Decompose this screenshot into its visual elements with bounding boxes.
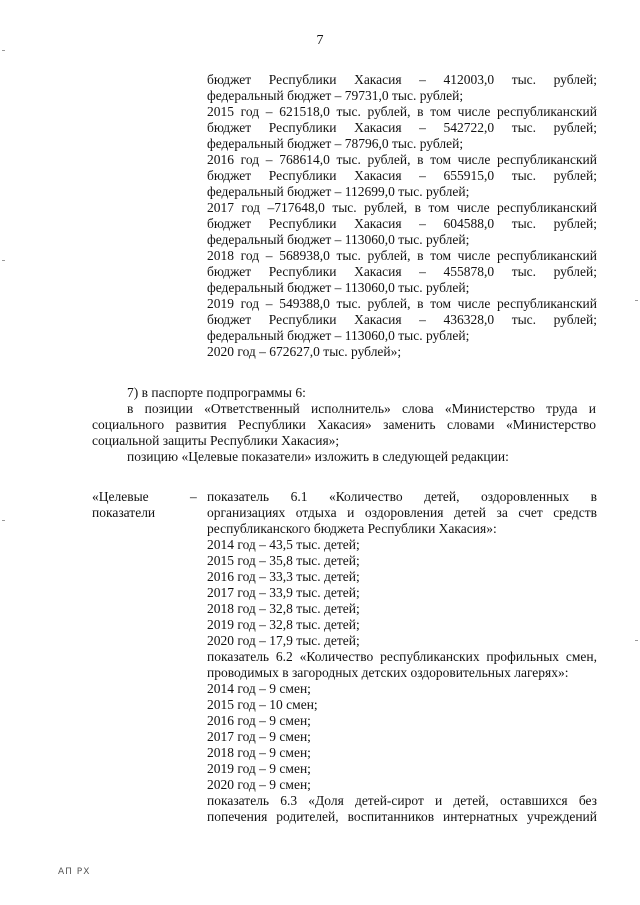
indicator-line: 2019 год – 9 смен; [207,761,311,776]
indicator-line: показатель 6.1 «Количество детей, оздоровленных в [207,489,597,504]
indicator-line: проводимых в загородных детских оздоровительных лагерях»: [207,665,569,680]
indicator-line: 2020 год – 17,9 тыс. детей; [207,633,360,648]
indicator-line: попечения родителей, воспитанников интернатных учреждений [207,809,597,824]
section-paragraph-line: в позиции «Ответственный исполнитель» слова «Министерство труда и [127,401,596,416]
margin-mark [2,520,5,521]
budget-line: 2017 год –717648,0 тыс. рублей, в том числе республиканский [207,200,597,215]
page-number: 7 [316,33,324,48]
budget-line: федеральный бюджет – 113060,0 тыс. рублей; [207,328,470,343]
indicator-line: показатель 6.3 «Доля детей-сирот и детей, оставшихся без [207,793,597,808]
indicator-line: организациях отдыха и оздоровления детей за счет средств [207,505,597,520]
indicator-line: показатель 6.2 «Количество республиканских профильных смен, [207,649,597,664]
budget-line: федеральный бюджет – 78796,0 тыс. рублей; [207,136,464,151]
section-paragraph-line: позицию «Целевые показатели» изложить в следующей редакции: [127,449,509,464]
indicator-line: республиканского бюджета Республики Хакасия»: [207,521,497,536]
budget-line: федеральный бюджет – 112699,0 тыс. рублей; [207,184,470,199]
indicator-line: 2016 год – 9 смен; [207,713,311,728]
budget-line: 2018 год – 568938,0 тыс. рублей, в том числе республиканский [207,248,597,263]
budget-line: бюджет Республики Хакасия – 455878,0 тыс. рублей; [207,264,597,279]
indicator-line: 2015 год – 10 смен; [207,697,318,712]
margin-mark [635,300,638,301]
budget-line: 2019 год – 549388,0 тыс. рублей, в том числе республиканский [207,296,597,311]
indicator-line: 2018 год – 9 смен; [207,745,311,760]
indicator-line: 2019 год – 32,8 тыс. детей; [207,617,360,632]
table-label: «Целевые [92,489,149,504]
indicator-line: 2014 год – 9 смен; [207,681,311,696]
indicator-line: 2020 год – 9 смен; [207,777,311,792]
indicator-line: 2016 год – 33,3 тыс. детей; [207,569,360,584]
indicator-line: 2015 год – 35,8 тыс. детей; [207,553,360,568]
budget-line: бюджет Республики Хакасия – 655915,0 тыс. рублей; [207,168,597,183]
budget-line: 2020 год – 672627,0 тыс. рублей»; [207,344,402,359]
section-heading: 7) в паспорте подпрограммы 6: [127,385,306,400]
budget-line: бюджет Республики Хакасия – 604588,0 тыс. рублей; [207,216,597,231]
margin-mark [635,640,638,641]
indicator-line: 2017 год – 33,9 тыс. детей; [207,585,360,600]
margin-mark [2,50,5,51]
table-dash: – [190,489,197,504]
footer-stamp: АП РХ [58,867,91,877]
indicator-line: 2018 год – 32,8 тыс. детей; [207,601,360,616]
budget-line: федеральный бюджет – 113060,0 тыс. рублей; [207,232,470,247]
section-paragraph-line: социального развития Республики Хакасия» заменить словами «Министерство [92,417,596,432]
budget-line: федеральный бюджет – 113060,0 тыс. рублей; [207,280,470,295]
budget-line: 2015 год – 621518,0 тыс. рублей, в том числе республиканский [207,104,597,119]
budget-line: бюджет Республики Хакасия – 542722,0 тыс. рублей; [207,120,597,135]
margin-mark [2,260,5,261]
budget-line: бюджет Республики Хакасия – 412003,0 тыс. рублей; [207,72,597,87]
budget-line: 2016 год – 768614,0 тыс. рублей, в том числе республиканский [207,152,597,167]
budget-line: федеральный бюджет – 79731,0 тыс. рублей; [207,88,464,103]
budget-line: бюджет Республики Хакасия – 436328,0 тыс. рублей; [207,312,597,327]
section-paragraph-line: социальной защиты Республики Хакасия»; [92,433,340,448]
indicator-line: 2014 год – 43,5 тыс. детей; [207,537,360,552]
indicator-line: 2017 год – 9 смен; [207,729,311,744]
table-label: показатели [92,505,156,520]
